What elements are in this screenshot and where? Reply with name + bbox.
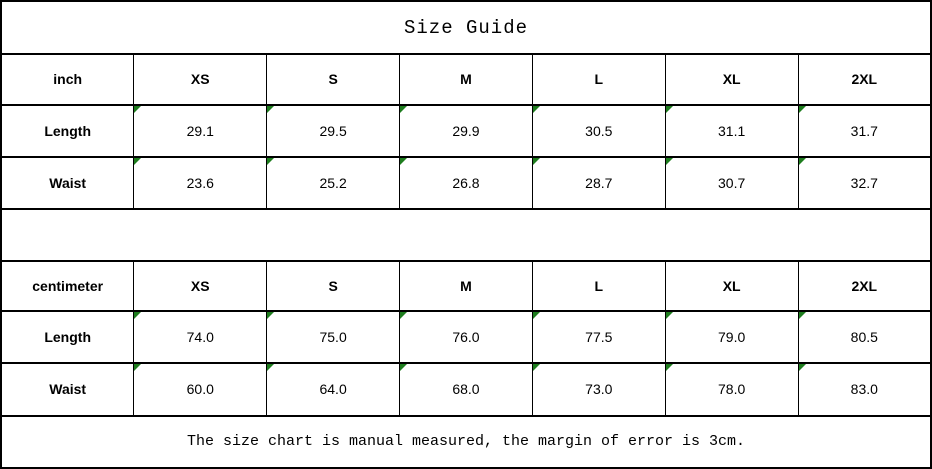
size-header-xs: XS [134, 261, 267, 311]
measurement-value-cell: 31.7 [798, 105, 931, 157]
measurement-value-cell: 64.0 [267, 363, 400, 415]
measurement-value-cell: 25.2 [267, 157, 400, 209]
measurement-value-cell: 79.0 [665, 311, 798, 363]
size-header-xl: XL [665, 261, 798, 311]
footer-note: The size chart is manual measured, the margin of error is 3cm. [1, 416, 931, 468]
measurement-value-cell: 73.0 [532, 363, 665, 415]
measurement-value-cell: 23.6 [134, 157, 267, 209]
measurement-value-cell: 26.8 [400, 157, 533, 209]
measurement-value-cell: 32.7 [798, 157, 931, 209]
centimeter-length-row [1, 311, 931, 363]
centimeter-header-row [1, 261, 931, 311]
measurement-value-cell: 74.0 [134, 311, 267, 363]
size-header-m: M [400, 261, 533, 311]
measurement-value-cell: 30.5 [532, 105, 665, 157]
size-header-2xl: 2XL [798, 54, 931, 104]
measurement-label-waist: Waist [1, 363, 134, 415]
size-header-l: L [532, 261, 665, 311]
measurement-value-cell: 28.7 [532, 157, 665, 209]
measurement-value-cell: 68.0 [400, 363, 533, 415]
measurement-value-cell: 75.0 [267, 311, 400, 363]
page-title: Size Guide [1, 1, 931, 54]
measurement-value-cell: 31.1 [665, 105, 798, 157]
footer-row [1, 416, 931, 468]
measurement-value-cell: 80.5 [798, 311, 931, 363]
size-header-s: S [267, 54, 400, 104]
inch-header-row [1, 54, 931, 104]
measurement-label-length: Length [1, 311, 134, 363]
size-header-2xl: 2XL [798, 261, 931, 311]
unit-header-inch: inch [1, 54, 134, 104]
size-header-l: L [532, 54, 665, 104]
spacer-cell [1, 209, 931, 260]
measurement-label-length: Length [1, 105, 134, 157]
spacer-row [1, 209, 931, 260]
unit-header-centimeter: centimeter [1, 261, 134, 311]
measurement-label-waist: Waist [1, 157, 134, 209]
inch-waist-row [1, 157, 931, 209]
measurement-value-cell: 29.9 [400, 105, 533, 157]
size-header-xs: XS [134, 54, 267, 104]
measurement-value-cell: 29.1 [134, 105, 267, 157]
size-header-xl: XL [665, 54, 798, 104]
size-header-s: S [267, 261, 400, 311]
measurement-value-cell: 60.0 [134, 363, 267, 415]
title-row [1, 1, 931, 54]
measurement-value-cell: 83.0 [798, 363, 931, 415]
measurement-value-cell: 76.0 [400, 311, 533, 363]
measurement-value-cell: 77.5 [532, 311, 665, 363]
size-header-m: M [400, 54, 533, 104]
inch-length-row [1, 105, 931, 157]
measurement-value-cell: 29.5 [267, 105, 400, 157]
measurement-value-cell: 30.7 [665, 157, 798, 209]
centimeter-waist-row [1, 363, 931, 415]
measurement-value-cell: 78.0 [665, 363, 798, 415]
